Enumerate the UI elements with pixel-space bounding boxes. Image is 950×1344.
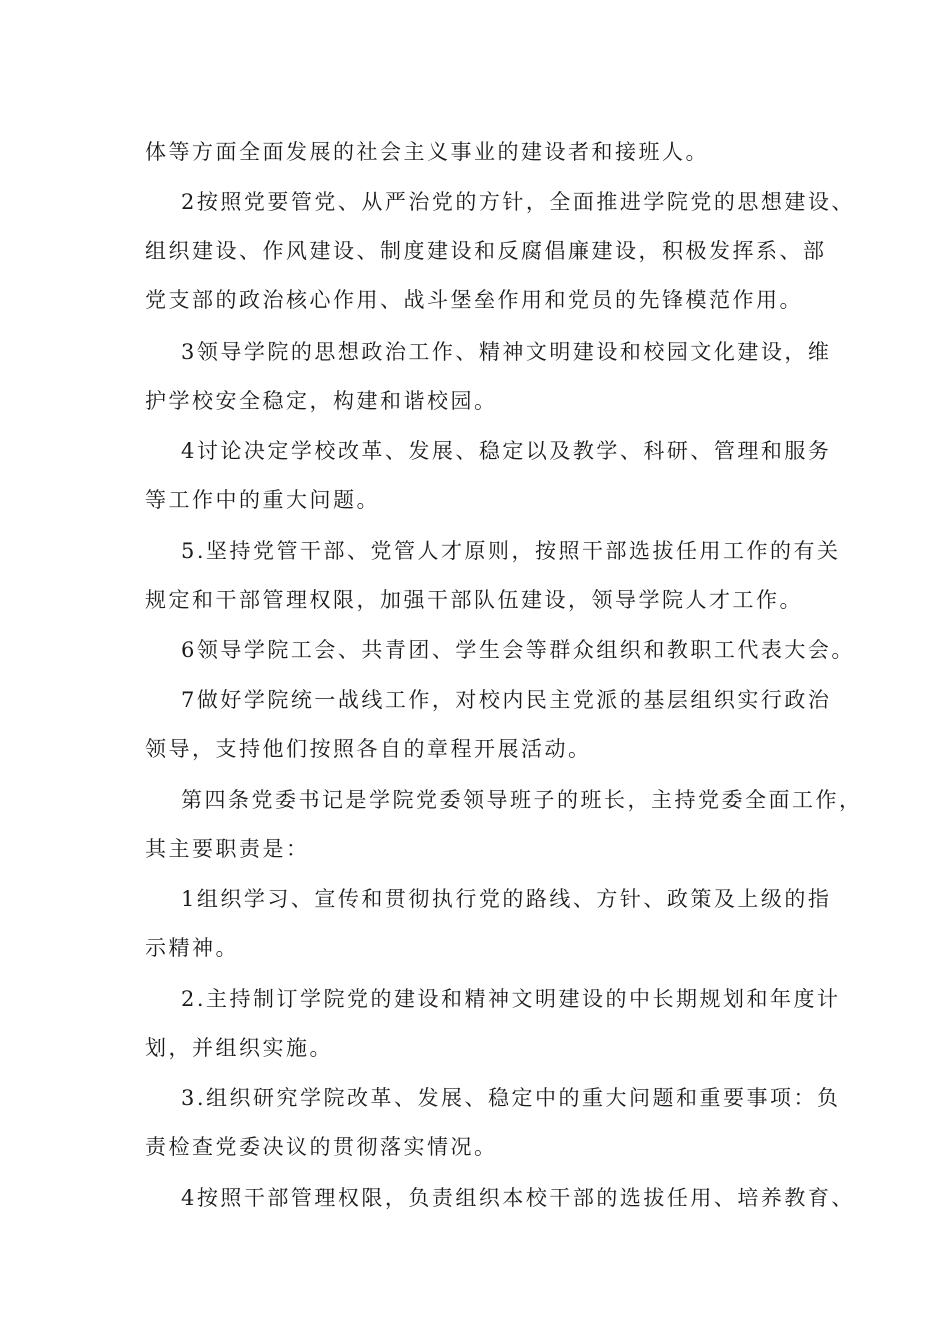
text-line: 4按照干部管理权限，负责组织本校干部的选拔任用、培养教育、 — [181, 1186, 855, 1210]
text-line: 责检查党委决议的贯彻落实情况。 — [145, 1135, 498, 1159]
text-line: 3领导学院的思想政治工作、精神文明建设和校园文化建设，维 — [181, 340, 832, 364]
text-line: 体等方面全面发展的社会主义事业的建设者和接班人。 — [145, 140, 709, 164]
text-line: 党支部的政治核心作用、战斗堡垒作用和党员的先锋模范作用。 — [145, 288, 803, 312]
text-line: 第四条党委书记是学院党委领导班子的班长，主持党委全面工作， — [181, 788, 863, 812]
text-line: 护学校安全稳定，构建和谐校园。 — [145, 389, 498, 413]
text-line: 4讨论决定学校改革、发展、稳定以及教学、科研、管理和服务 — [181, 439, 832, 463]
text-line: 组织建设、作风建设、制度建设和反腐倡廉建设，积极发挥系、部 — [145, 239, 827, 263]
text-line: 等工作中的重大问题。 — [145, 488, 380, 512]
text-line: 2按照党要管党、从严治党的方针，全面推进学院党的思想建设、 — [181, 190, 855, 214]
text-line: 其主要职责是： — [145, 837, 310, 861]
text-line: 示精神。 — [145, 936, 239, 960]
text-line: 领导，支持他们按照各自的章程开展活动。 — [145, 737, 592, 761]
text-line: 划，并组织实施。 — [145, 1036, 333, 1060]
text-line: 3.组织研究学院改革、发展、稳定中的重大问题和重要事项：负 — [181, 1086, 841, 1110]
text-line: 2.主持制订学院党的建设和精神文明建设的中长期规划和年度计 — [181, 987, 841, 1011]
text-line: 5.坚持党管干部、党管人才原则，按照干部选拔任用工作的有关 — [181, 539, 841, 563]
text-line: 规定和干部管理权限，加强干部队伍建设，领导学院人才工作。 — [145, 588, 803, 612]
text-line: 7做好学院统一战线工作，对校内民主党派的基层组织实行政治 — [181, 688, 832, 712]
text-line: 1组织学习、宣传和贯彻执行党的路线、方针、政策及上级的指 — [181, 887, 832, 911]
text-line: 6领导学院工会、共青团、学生会等群众组织和教职工代表大会。 — [181, 638, 855, 662]
